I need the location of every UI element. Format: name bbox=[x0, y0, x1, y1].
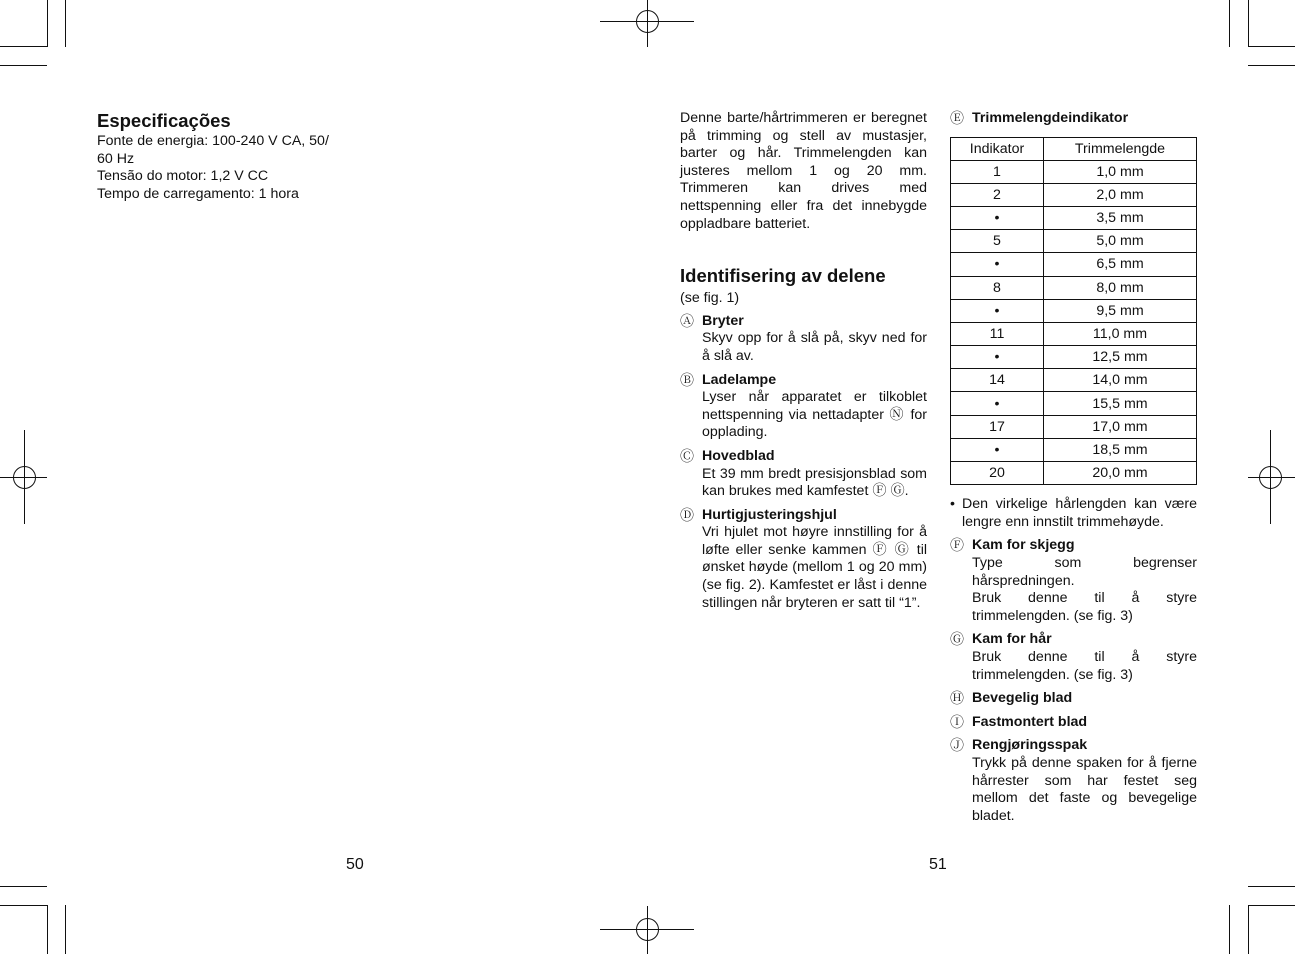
trim-length-cell: 8,0 mm bbox=[1044, 276, 1197, 299]
marker-f-icon: Ⓕ bbox=[950, 537, 964, 554]
part-item bbox=[680, 372, 927, 442]
table-row bbox=[951, 438, 1197, 461]
marker-c-icon: Ⓒ bbox=[680, 447, 694, 464]
right-page-column-2 bbox=[950, 110, 1197, 831]
table-row bbox=[951, 230, 1197, 253]
part-title: Kam for skjegg bbox=[972, 537, 1075, 554]
indicator-cell: 14 bbox=[951, 369, 1044, 392]
indicator-cell: • bbox=[951, 299, 1044, 322]
marker-b-icon: Ⓑ bbox=[680, 371, 694, 388]
indicator-cell: 17 bbox=[951, 415, 1044, 438]
table-row bbox=[951, 183, 1197, 206]
indicator-cell: • bbox=[951, 438, 1044, 461]
part-title: Fastmontert blad bbox=[972, 713, 1088, 730]
part-description: Trykk på denne spaken for å fjerne hårrester som har festet seg mellom det faste og bevegelige bladet. bbox=[972, 754, 1197, 824]
trim-length-cell: 1,0 mm bbox=[1044, 160, 1197, 183]
part-description: Skyv opp for å slå på, skyv ned for å slå av. bbox=[702, 330, 927, 364]
part-title: Rengjøringsspak bbox=[972, 737, 1088, 754]
spec-line: Tempo de carregamento: 1 hora bbox=[97, 185, 299, 202]
table-row bbox=[951, 392, 1197, 415]
trim-length-cell: 18,5 mm bbox=[1044, 438, 1197, 461]
indicator-heading: Ⓔ Trimmelengdeindikator bbox=[950, 110, 1129, 126]
part-description: Lyser når apparatet er tilkoblet nettspenning via nettadapter Ⓝ for opplading. bbox=[702, 389, 927, 441]
trim-length-cell: 5,0 mm bbox=[1044, 230, 1197, 253]
table-row bbox=[951, 369, 1197, 392]
table-row bbox=[951, 299, 1197, 322]
column-header: Trimmelengde bbox=[1044, 137, 1197, 160]
table-row bbox=[951, 346, 1197, 369]
table-row bbox=[951, 415, 1197, 438]
indicator-cell: • bbox=[951, 392, 1044, 415]
marker-d-icon: Ⓓ bbox=[680, 506, 694, 523]
column-header: Indikator bbox=[951, 137, 1044, 160]
marker-g-icon: Ⓖ bbox=[950, 631, 964, 648]
part-description: Bruk denne til å styre trimmelengden. (se fig. 3) bbox=[972, 590, 1197, 624]
marker-i-icon: Ⓘ bbox=[950, 713, 964, 730]
indicator-cell: 8 bbox=[951, 276, 1044, 299]
trim-length-cell: 2,0 mm bbox=[1044, 183, 1197, 206]
part-item bbox=[680, 313, 927, 366]
trim-length-cell: 3,5 mm bbox=[1044, 206, 1197, 229]
marker-a-icon: Ⓐ bbox=[680, 312, 694, 329]
trim-length-cell: 17,0 mm bbox=[1044, 415, 1197, 438]
trim-length-cell: 15,5 mm bbox=[1044, 392, 1197, 415]
page-number-left: 50 bbox=[346, 856, 364, 873]
part-item bbox=[950, 631, 1197, 684]
table-row bbox=[951, 276, 1197, 299]
table-row bbox=[951, 253, 1197, 276]
part-description: Bruk denne til å styre trimmelengden. (se fig. 3) bbox=[972, 648, 1197, 683]
part-description: Type som begrenser hårspredningen. bbox=[972, 555, 1197, 589]
indicator-cell: 2 bbox=[951, 183, 1044, 206]
indicator-cell: • bbox=[951, 346, 1044, 369]
trim-length-table bbox=[950, 137, 1197, 486]
marker-e-icon: Ⓔ bbox=[950, 110, 964, 126]
indicator-cell: 11 bbox=[951, 322, 1044, 345]
part-title: Bevegelig blad bbox=[972, 690, 1073, 707]
part-description: Et 39 mm bredt presisjonsblad som kan brukes med kamfestet Ⓕ Ⓖ. bbox=[702, 465, 927, 500]
indicator-cell: • bbox=[951, 253, 1044, 276]
trim-length-cell: 20,0 mm bbox=[1044, 462, 1197, 485]
part-item bbox=[950, 737, 1197, 825]
trim-length-cell: 6,5 mm bbox=[1044, 253, 1197, 276]
part-title: Kam for hår bbox=[972, 631, 1052, 648]
specifications-heading: Especificações bbox=[97, 110, 231, 131]
page-number-right: 51 bbox=[929, 856, 947, 873]
part-title: Hurtigjusteringshjul bbox=[702, 506, 837, 523]
part-title: Ladelampe bbox=[702, 371, 777, 388]
part-title: Hovedblad bbox=[702, 447, 775, 464]
indicator-cell: 1 bbox=[951, 160, 1044, 183]
trim-length-cell: 12,5 mm bbox=[1044, 346, 1197, 369]
right-page-column-1 bbox=[680, 110, 927, 618]
part-item bbox=[950, 690, 1197, 708]
table-header-row bbox=[951, 137, 1197, 160]
specifications-list bbox=[97, 133, 357, 203]
part-item bbox=[950, 537, 1197, 625]
trim-length-cell: 9,5 mm bbox=[1044, 299, 1197, 322]
spec-line: Fonte de energia: 100-240 V CA, 50/ bbox=[97, 133, 329, 149]
table-row bbox=[951, 322, 1197, 345]
table-row bbox=[951, 206, 1197, 229]
table-row bbox=[951, 462, 1197, 485]
left-page-specifications bbox=[97, 110, 357, 203]
indicator-cell: • bbox=[951, 206, 1044, 229]
spec-line: Tensão do motor: 1,2 V CC bbox=[97, 168, 269, 185]
trim-length-cell: 14,0 mm bbox=[1044, 369, 1197, 392]
trim-length-cell: 11,0 mm bbox=[1044, 322, 1197, 345]
marker-j-icon: Ⓙ bbox=[950, 737, 964, 754]
marker-h-icon: Ⓗ bbox=[950, 690, 964, 707]
indicator-cell: 20 bbox=[951, 462, 1044, 485]
length-note: • Den virkelige hårlengden kan være lengre enn innstilt trimmehøyde. bbox=[950, 496, 1197, 530]
parts-heading: Identifisering av delene bbox=[680, 265, 886, 287]
parts-figure-ref: (se fig. 1) bbox=[680, 290, 740, 307]
part-item bbox=[680, 507, 927, 613]
indicator-cell: 5 bbox=[951, 230, 1044, 253]
part-item bbox=[950, 714, 1197, 732]
intro-paragraph: Denne barte/hårtrimmeren er beregnet på trimming og stell av mustasjer, barter og hår. Trimmelengden kan justeres mellom 1 og 20 mm. Trimmeren kan drives med nettspenning eller fra det innebygde oppladbare batteriet. bbox=[680, 110, 927, 232]
part-item bbox=[680, 448, 927, 501]
bullet-icon: • bbox=[950, 496, 955, 513]
spec-line: 60 Hz bbox=[97, 150, 135, 167]
part-title: Bryter bbox=[702, 312, 744, 329]
part-description: Vri hjulet mot høyre innstilling for å løfte eller senke kammen Ⓕ Ⓖ til ønsket høyde (mellom 1 og 20 mm) (se fig. 2). Kamfestet er låst i denne stillingen når bryteren er satt til “1”. bbox=[702, 524, 927, 611]
table-row bbox=[951, 160, 1197, 183]
